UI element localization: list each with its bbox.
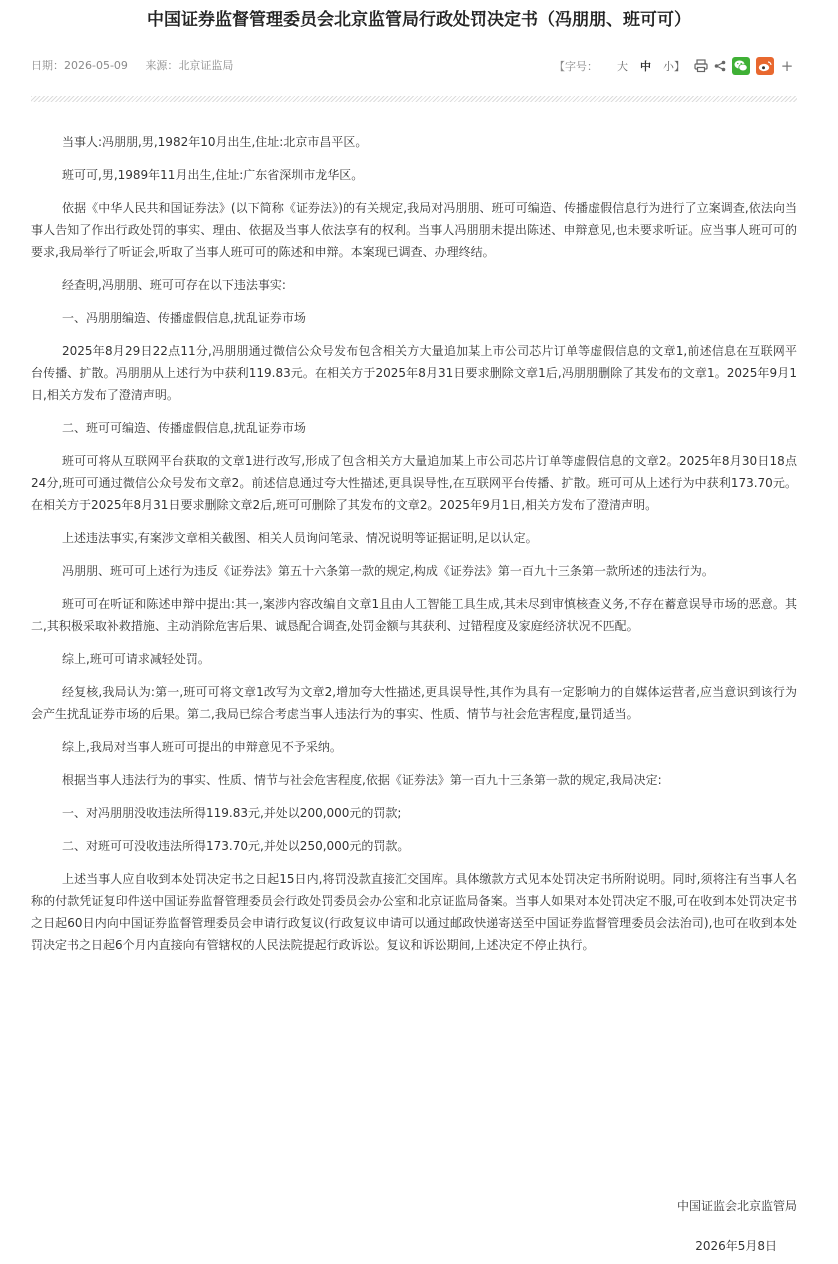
paragraph: 班可可将从互联网平台获取的文章1进行改写,形成了包含相关方大量追加某上市公司芯片订单等虚假信息的文章2。2025年8月30日18点24分,班可可通过微信公众号发布文章2。前述信息通过夸大性描述,更具误导性,在互联网平台传播、扩散。班可可从上述行为中获利173.70元。在相关方于2025年8月31日要求删除文章2后,班可可删除了其发布的文章2。2025年9月1日,相关方发布了澄清声明。 <box>31 454 797 512</box>
section-heading: 一、冯朋朋编造、传播虚假信息,扰乱证券市场 <box>62 311 306 325</box>
signed-date: 2026年5月8日 <box>695 1239 777 1253</box>
header-divider <box>31 96 797 102</box>
paragraph: 上述违法事实,有案涉文章相关截图、相关人员询问笔录、情况说明等证据证明,足以认定。 <box>62 531 538 545</box>
penalty-item: 一、对冯朋朋没收违法所得119.83元,并处以200,000元的罚款; <box>62 806 402 820</box>
paragraph: 班可可在听证和陈述申辩中提出:其一,案涉内容改编自文章1且由人工智能工具生成,其未尽到审慎核查义务,不存在蓄意误导市场的恶意。其二,其积极采取补救措施、主动消除危害后果、诚恳配合调查,处罚金额与其获利、过错程度及家庭经济状况不匹配。 <box>31 597 797 633</box>
paragraph: 上述当事人应自收到本处罚决定书之日起15日内,将罚没款直接汇交国库。具体缴款方式见本处罚决定书所附说明。同时,须将注有当事人名称的付款凭证复印件送中国证券监督管理委员会行政处罚委员会办公室和北京证监局备案。当事人如果对本处罚决定不服,可在收到本处罚决定书之日起60日内向中国证券监督管理委员会申请行政复议(行政复议申请可以通过邮政快递寄送至中国证券监督管理委员会法治司),也可在收到本处罚决定书之日起6个月内直接向有管辖权的人民法院提起行政诉讼。复议和诉讼期间,上述决定不停止执行。 <box>31 872 797 952</box>
publish-date <box>31 59 128 72</box>
issuer-signature: 中国证监会北京监管局 <box>676 1199 797 1213</box>
plus-icon[interactable]: + <box>780 57 794 75</box>
paragraph: 经复核,我局认为:第一,班可可将文章1改写为文章2,增加夸大性描述,更具误导性,其作为具有一定影响力的自媒体运营者,应当意识到该行为会产生扰乱证券市场的后果。第二,我局已综合考虑当事人违法行为的事实、性质、情节与社会危害程度,量罚适当。 <box>31 685 797 721</box>
source <box>145 59 233 72</box>
paragraph: 依据《中华人民共和国证券法》(以下简称《证券法》)的有关规定,我局对冯朋朋、班可可编造、传播虚假信息行为进行了立案调查,依法向当事人告知了作出行政处罚的事实、理由、依据及当事人依法享有的权利。当事人冯朋朋未提出陈述、申辩意见,也未要求听证。应当事人班可可的要求,我局举行了听证会,听取了当事人班可可的陈述和申辩。本案现已调查、办理终结。 <box>31 201 797 259</box>
font-size-label: 【字号： <box>554 60 598 73</box>
wechat-icon[interactable] <box>732 57 750 75</box>
penalty-item: 二、对班可可没收违法所得173.70元,并处以250,000元的罚款。 <box>62 839 410 853</box>
article-toolbar <box>554 56 794 76</box>
section-heading: 二、班可可编造、传播虚假信息,扰乱证券市场 <box>62 421 306 435</box>
source-label: 来源： <box>145 59 179 72</box>
page-title: 中国证券监督管理委员会北京监管局行政处罚决定书（冯朋朋、班可可） <box>147 10 691 30</box>
article-meta <box>31 56 247 76</box>
date-value: 2026-05-09 <box>64 59 128 72</box>
paragraph: 班可可,男,1989年11月出生,住址:广东省深圳市龙华区。 <box>62 168 364 182</box>
paragraph: 当事人:冯朋朋,男,1982年10月出生,住址:北京市昌平区。 <box>62 135 368 149</box>
article-body <box>31 131 797 967</box>
font-size-large-button[interactable]: 大 <box>617 60 628 73</box>
paragraph: 根据当事人违法行为的事实、性质、情节与社会危害程度,依据《证券法》第一百九十三条第一款的规定,我局决定: <box>62 773 662 787</box>
font-size-small-button[interactable]: 小】 <box>663 60 685 73</box>
paragraph: 2025年8月29日22点11分,冯朋朋通过微信公众号发布包含相关方大量追加某上市公司芯片订单等虚假信息的文章1,前述信息在互联网平台传播、扩散。冯朋朋从上述行为中获利119.83元。在相关方于2025年8月31日要求删除文章1后,冯朋朋删除了其发布的文章1。2025年9月1日,相关方发布了澄清声明。 <box>31 344 797 402</box>
paragraph: 综上,我局对当事人班可可提出的申辩意见不予采纳。 <box>62 740 342 754</box>
paragraph: 冯朋朋、班可可上述行为违反《证券法》第五十六条第一款的规定,构成《证券法》第一百九十三条第一款所述的违法行为。 <box>62 564 714 578</box>
date-label: 日期： <box>31 59 64 72</box>
paragraph: 经查明,冯朋朋、班可可存在以下违法事实: <box>62 278 286 292</box>
source-value: 北京证监局 <box>178 59 234 72</box>
print-icon[interactable] <box>694 59 708 73</box>
font-size-medium-button[interactable]: 中 <box>640 60 651 73</box>
weibo-icon[interactable] <box>756 57 774 75</box>
share-icon[interactable] <box>714 60 726 72</box>
paragraph: 综上,班可可请求减轻处罚。 <box>62 652 210 666</box>
